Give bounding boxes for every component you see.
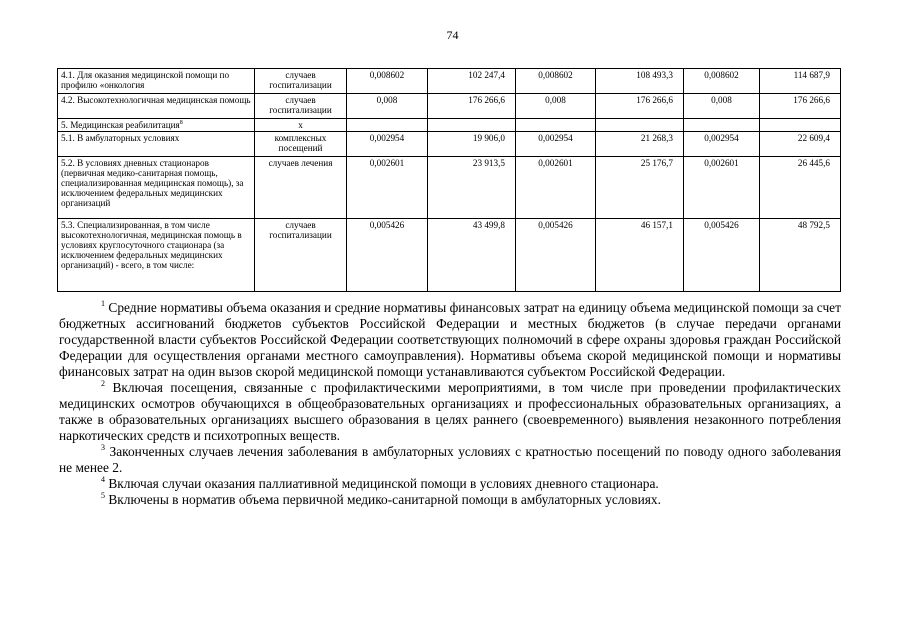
row-volume-2026: 0,002601 <box>684 157 760 219</box>
row-unit: комплексных посещений <box>255 132 347 157</box>
footnotes <box>59 300 841 508</box>
footnote-number: 3 <box>101 443 105 452</box>
row-volume-2026 <box>684 119 760 132</box>
row-unit: случаев госпитализации <box>255 94 347 119</box>
row-cost-2026: 176 266,6 <box>760 94 841 119</box>
row-cost-2025: 21 268,3 <box>596 132 684 157</box>
row-cost-2026 <box>760 119 841 132</box>
row-unit: случаев госпитализации <box>255 219 347 292</box>
row-volume-2026: 0,002954 <box>684 132 760 157</box>
row-unit: x <box>255 119 347 132</box>
row-name: 5.2. В условиях дневных стационаров (первичная медико-санитарная помощь, специализированная медицинская помощь), за исключением федеральных медицинских организаций <box>58 157 255 219</box>
row-name <box>58 119 255 132</box>
footnote <box>59 300 841 380</box>
row-volume-2025 <box>516 119 596 132</box>
footnote <box>59 380 841 444</box>
row-cost-2024: 102 247,4 <box>428 69 516 94</box>
row-cost-2025: 108 493,3 <box>596 69 684 94</box>
footnote-number: 4 <box>101 475 105 484</box>
row-name: 5.1. В амбулаторных условиях <box>58 132 255 157</box>
row-cost-2026: 114 687,9 <box>760 69 841 94</box>
row-unit: случаев лечения <box>255 157 347 219</box>
row-name: 4.1. Для оказания медицинской помощи по профилю «онкология <box>58 69 255 94</box>
row-cost-2025 <box>596 119 684 132</box>
row-cost-2024: 176 266,6 <box>428 94 516 119</box>
norms-table <box>57 68 841 292</box>
footnote-text: Включая посещения, связанные с профилактическими мероприятиями, в том числе при проведении профилактических медицинских осмотров обучающихся в общеобразовательных организациях и профессиональных образовательных организациях, а также в образовательных организациях высшего образования в целях раннего (своевременного) выявления незаконного потребления наркотических средств и психотропных веществ. <box>59 380 841 443</box>
row-name-text: 5. Медицинская реабилитация <box>61 120 180 130</box>
row-volume-2026: 0,008 <box>684 94 760 119</box>
row-volume-2024: 0,008 <box>347 94 428 119</box>
row-name: 5.3. Специализированная, в том числе высокотехнологичная, медицинская помощь в условиях круглосуточного стационара (за исключением федеральных медицинских организаций) - всего, в том числе: <box>58 219 255 292</box>
row-cost-2026: 26 445,6 <box>760 157 841 219</box>
row-volume-2025: 0,005426 <box>516 219 596 292</box>
row-cost-2025: 176 266,6 <box>596 94 684 119</box>
row-volume-2026: 0,008602 <box>684 69 760 94</box>
table-row <box>58 219 841 292</box>
row-volume-2025: 0,002954 <box>516 132 596 157</box>
table-row <box>58 157 841 219</box>
footnote-ref: 8 <box>179 120 183 126</box>
footnote-number: 1 <box>101 299 105 308</box>
footnote-text: Средние нормативы объема оказания и средние нормативы финансовых затрат на единицу объема медицинской помощи за счет бюджетных ассигнований бюджетов субъектов Российской Федерации и местных бюджетов (в случае передачи органами государственной власти субъектов Российской Федерации соответствующих полномочий в сфере охраны здоровья граждан Российской Федерации для осуществления органами местного самоуправления). Нормативы объема скорой медицинской помощи и нормативы финансовых затрат на один вызов скорой медицинской помощи устанавливаются субъектом Российской Федерации. <box>59 300 841 379</box>
row-volume-2025: 0,002601 <box>516 157 596 219</box>
footnote-number: 5 <box>101 491 105 500</box>
row-volume-2024 <box>347 119 428 132</box>
table-row <box>58 94 841 119</box>
row-volume-2024: 0,005426 <box>347 219 428 292</box>
row-cost-2024 <box>428 119 516 132</box>
row-cost-2026: 22 609,4 <box>760 132 841 157</box>
row-volume-2025: 0,008 <box>516 94 596 119</box>
table-row <box>58 119 841 132</box>
footnote-text: Включены в норматив объема первичной медико-санитарной помощи в амбулаторных условиях. <box>108 492 661 507</box>
footnote-text: Законченных случаев лечения заболевания в амбулаторных условиях с кратностью посещений по поводу одного заболевания не менее 2. <box>59 444 841 475</box>
footnote-text: Включая случаи оказания паллиативной медицинской помощи в условиях дневного стационара. <box>108 476 659 491</box>
table-row <box>58 132 841 157</box>
row-cost-2024: 23 913,5 <box>428 157 516 219</box>
row-unit: случаев госпитализации <box>255 69 347 94</box>
row-volume-2024: 0,002601 <box>347 157 428 219</box>
row-cost-2025: 46 157,1 <box>596 219 684 292</box>
row-name: 4.2. Высокотехнологичная медицинская помощь <box>58 94 255 119</box>
footnote <box>59 476 841 492</box>
row-volume-2024: 0,002954 <box>347 132 428 157</box>
page-number: 74 <box>446 28 459 42</box>
row-cost-2024: 19 906,0 <box>428 132 516 157</box>
row-cost-2025: 25 176,7 <box>596 157 684 219</box>
table-row <box>58 69 841 94</box>
row-cost-2026: 48 792,5 <box>760 219 841 292</box>
footnote <box>59 492 841 508</box>
row-volume-2025: 0,008602 <box>516 69 596 94</box>
row-cost-2024: 43 499,8 <box>428 219 516 292</box>
footnote-number: 2 <box>101 379 105 388</box>
row-volume-2024: 0,008602 <box>347 69 428 94</box>
footnote <box>59 444 841 476</box>
row-volume-2026: 0,005426 <box>684 219 760 292</box>
